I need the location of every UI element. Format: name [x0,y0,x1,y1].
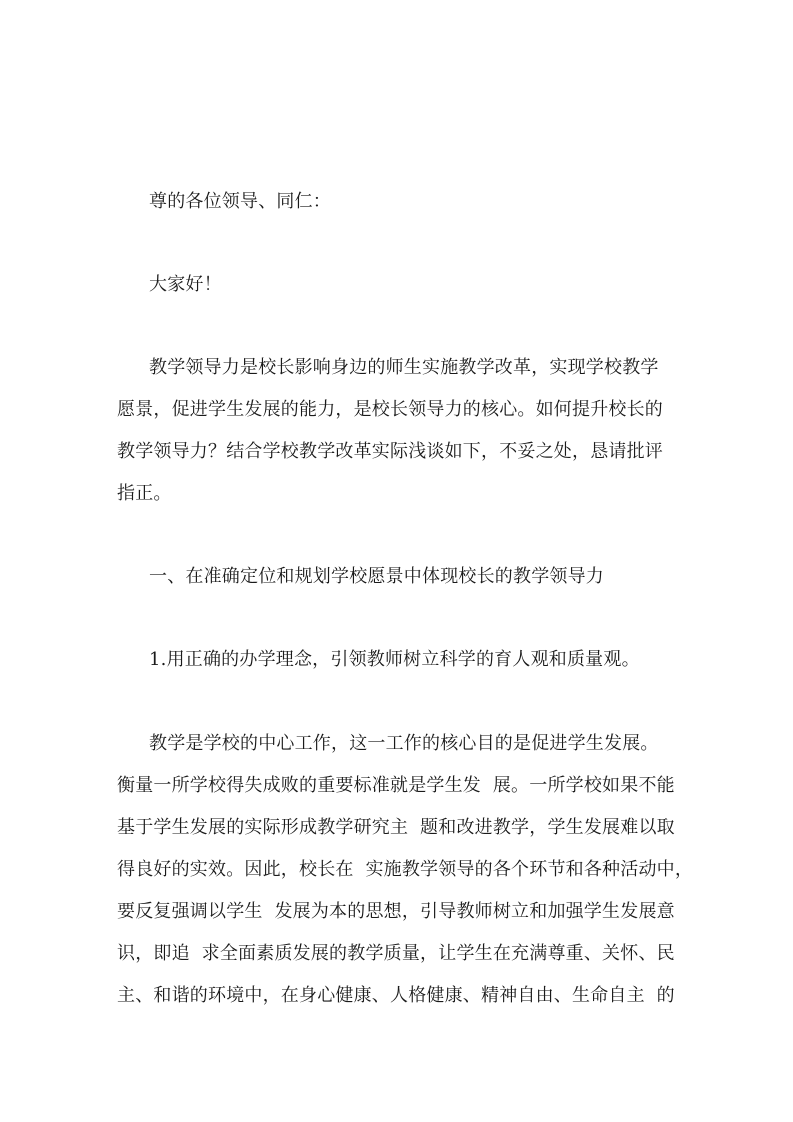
paragraph-line: 愿景，促进学生发展的能力，是校长领导力的核心。如何提升校长的 [117,399,663,420]
paragraph-line: 指正。 [117,483,172,504]
paragraph-line: 基于学生发展的实际形成教学研究主 题和改进教学，学生发展难以取 [117,817,675,838]
paragraph-line: 识，即追 求全面素质发展的教学质量，让学生在充满尊重、关怀、民 [117,943,675,964]
greeting-line: 尊的各位领导、同仁： [149,191,331,212]
subsection-heading: 1.用正确的办学理念，引领教师树立科学的育人观和质量观。 [149,649,640,670]
section-heading: 一、在准确定位和规划学校愿景中体现校长的教学领导力 [149,566,604,587]
paragraph-line: 教学领导力？结合学校教学改革实际浅谈如下，不妥之处，恳请批评 [117,441,663,462]
paragraph-line: 教学是学校的中心工作，这一工作的核心目的是促进学生发展。 [149,733,659,754]
paragraph-line: 衡量一所学校得失成败的重要标准就是学生发 展。一所学校如果不能 [117,775,675,796]
paragraph-line: 要反复强调以学生 发展为本的思想，引导教师树立和加强学生发展意 [117,901,675,922]
paragraph-line: 教学领导力是校长影响身边的师生实施教学改革，实现学校教学 [149,357,659,378]
paragraph-line: 得良好的实效。因此，校长在 实施教学领导的各个环节和各种活动中， [117,859,694,880]
paragraph-line: 主、和谐的环境中，在身心健康、人格健康、精神自由、生命自主 的 [117,985,675,1006]
salutation-line: 大家好！ [149,274,222,295]
